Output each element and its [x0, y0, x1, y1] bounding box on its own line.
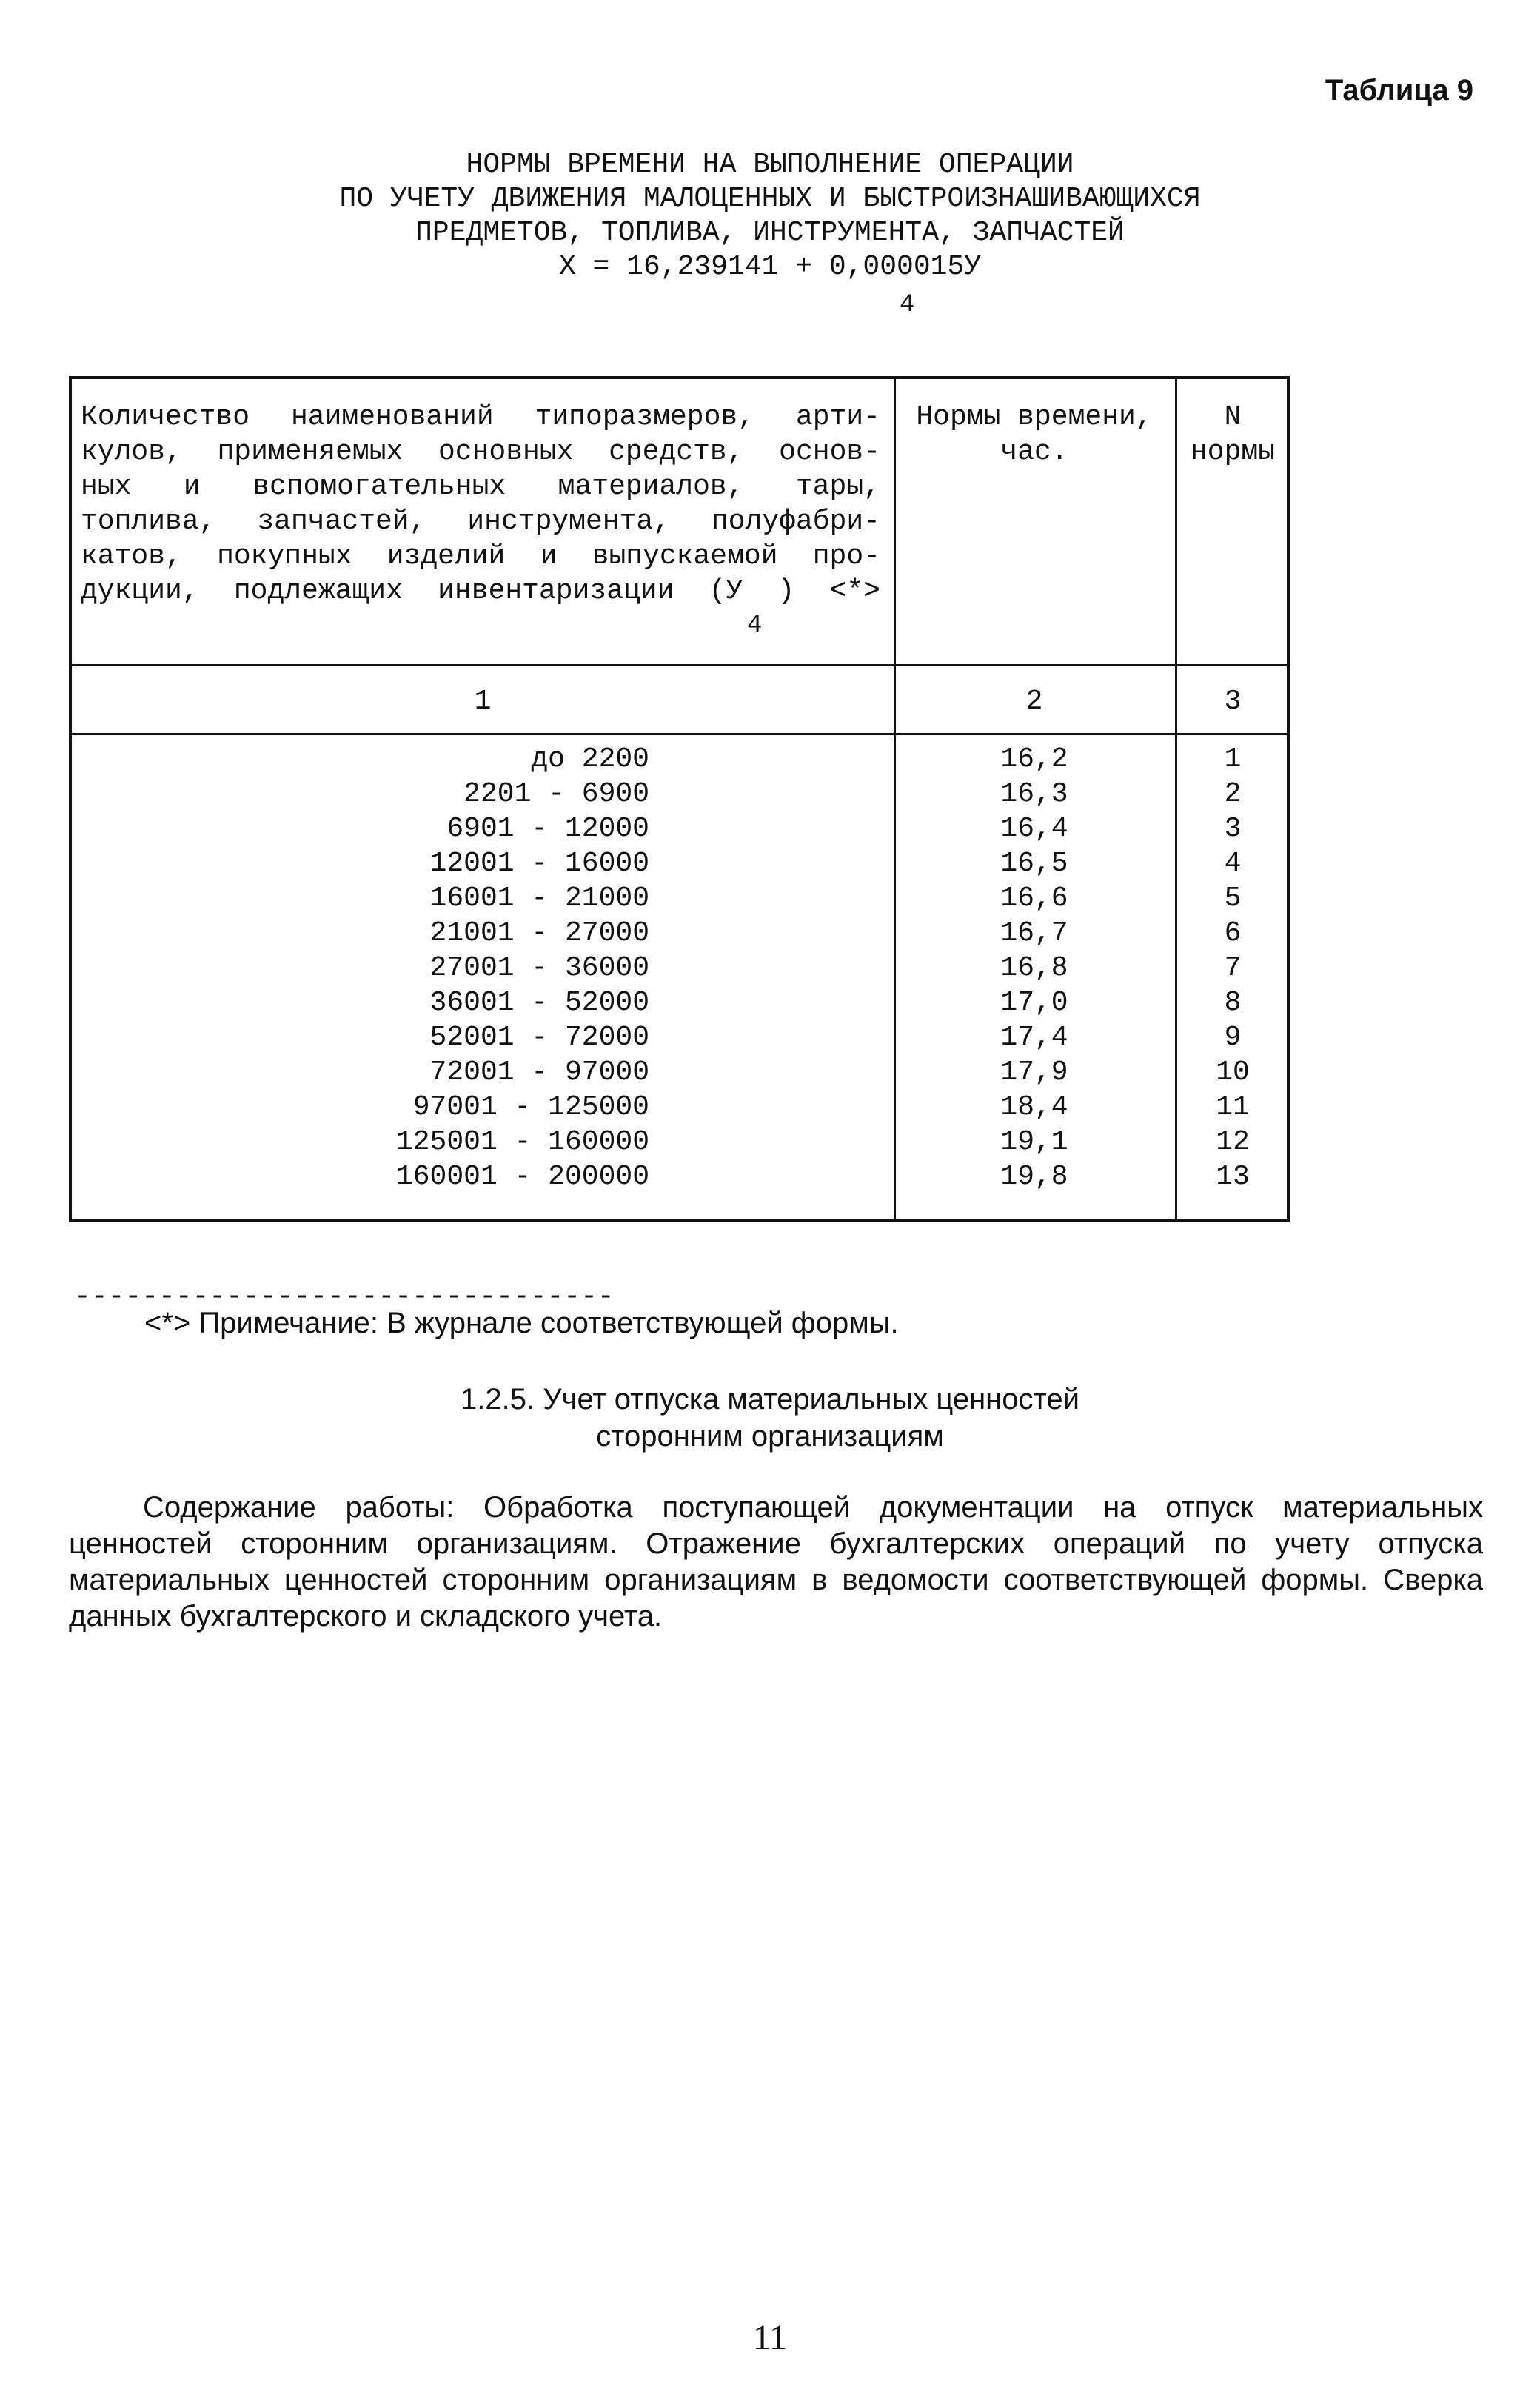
header-word: покупных — [217, 540, 352, 572]
number-cell: 13 — [1216, 1161, 1250, 1193]
norm-cell: 19,1 — [1000, 1126, 1068, 1158]
header-number-line-2: нормы — [1190, 436, 1276, 468]
header-word: про- — [812, 540, 880, 572]
section-title-line-2: сторонним организациям — [596, 1420, 944, 1453]
header-word: изделий — [386, 540, 506, 572]
norm-cell: 17,4 — [1000, 1022, 1068, 1054]
header-word: средств, — [609, 436, 744, 468]
footnote: <*> Примечание: В журнале соответствующей формы. — [144, 1307, 899, 1339]
title-line-2: ПО УЧЕТУ ДВИЖЕНИЯ МАЛОЦЕННЫХ И БЫСТРОИЗНАШИВАЮЩИХСЯ — [339, 183, 1201, 215]
number-cell: 2 — [1224, 778, 1242, 810]
header-quantity-line — [81, 469, 880, 504]
range-cell: 97001 - 125000 — [412, 1091, 649, 1123]
number-column — [1177, 742, 1288, 1194]
range-cell: 27001 - 36000 — [429, 952, 649, 984]
header-word: типоразмеров, — [535, 401, 755, 433]
header-word: и — [183, 471, 201, 503]
column-number-2: 2 — [1025, 686, 1043, 717]
column-number-1: 1 — [474, 686, 492, 717]
header-word: тары, — [795, 471, 880, 503]
number-cell: 7 — [1224, 952, 1242, 984]
header-word: материалов, — [558, 471, 744, 503]
title-line-3: ПРЕДМЕТОВ, ТОПЛИВА, ИНСТРУМЕНТА, ЗАПЧАСТЕЙ — [415, 217, 1125, 249]
header-quantity-line — [81, 504, 880, 539]
column-number-3: 3 — [1224, 686, 1242, 717]
title-line-1: НОРМЫ ВРЕМЕНИ НА ВЫПОЛНЕНИЕ ОПЕРАЦИИ — [466, 149, 1074, 181]
header-word: топлива, — [81, 506, 216, 538]
header-word: выпускаемой — [592, 540, 778, 572]
content-paragraph: Содержание работы: Обработка поступающей документации на отпуск материальных ценностей сторонним организациям. Отражение бухгалтерских операций по учету отпуска материальных ценностей сторонним организациям в ведомости соответствующей формы. Сверка данных бухгалтерского и складского учета. — [69, 1491, 1483, 1633]
range-cell: 72001 - 97000 — [429, 1056, 649, 1088]
range-cell: 52001 - 72000 — [429, 1022, 649, 1054]
title-formula: Х = 16,239141 + 0,000015У — [558, 251, 982, 283]
header-quantity-line — [81, 539, 880, 574]
header-word: катов, — [81, 540, 182, 572]
header-word: основных — [438, 436, 574, 468]
number-cell: 3 — [1224, 813, 1242, 845]
norm-cell: 17,0 — [1000, 987, 1068, 1019]
norm-cell: 16,3 — [1000, 778, 1068, 810]
range-column — [72, 742, 894, 1194]
header-norms-line-2: час. — [1000, 436, 1068, 468]
number-cell: 9 — [1224, 1022, 1242, 1054]
range-cell: 6901 - 12000 — [446, 813, 649, 845]
header-word: ) — [777, 575, 795, 607]
formula-subscript: 4 — [900, 291, 915, 319]
table-label: Таблица 9 — [1325, 74, 1473, 107]
number-cell: 10 — [1216, 1056, 1250, 1088]
header-word: запчастей, — [257, 506, 426, 538]
number-cell: 6 — [1224, 917, 1242, 949]
header-quantity-line — [81, 574, 880, 609]
number-cell: 1 — [1224, 743, 1242, 775]
norm-cell: 16,4 — [1000, 813, 1068, 845]
range-cell: 2201 - 6900 — [463, 778, 649, 810]
range-cell: 16001 - 21000 — [429, 883, 649, 914]
norm-column — [894, 742, 1175, 1194]
norm-cell: 19,8 — [1000, 1161, 1068, 1193]
header-word: <*> — [829, 575, 880, 607]
table-title — [0, 148, 1540, 284]
header-word: полуфабри- — [711, 506, 880, 538]
header-word: (У — [709, 575, 743, 607]
header-word: Количество — [81, 401, 250, 433]
number-cell: 4 — [1224, 848, 1242, 880]
header-word: кулов, — [81, 436, 182, 468]
number-cell: 12 — [1216, 1126, 1250, 1158]
header-norm-number — [1177, 400, 1288, 469]
header-word: ных — [81, 471, 132, 503]
header-word: и — [540, 540, 558, 572]
number-cell: 8 — [1224, 987, 1242, 1019]
range-cell: 21001 - 27000 — [429, 917, 649, 949]
number-cell: 11 — [1216, 1091, 1250, 1123]
norm-cell: 16,5 — [1000, 848, 1068, 880]
norms-table — [69, 376, 1290, 1222]
header-norms — [894, 400, 1175, 469]
section-title-line-1: 1.2.5. Учет отпуска материальных ценностей — [461, 1383, 1079, 1416]
norm-cell: 16,7 — [1000, 917, 1068, 949]
range-cell: до 2200 — [531, 743, 649, 775]
norm-cell: 18,4 — [1000, 1091, 1068, 1123]
range-cell: 160001 - 200000 — [395, 1161, 649, 1193]
header-word: вспомогательных — [252, 471, 506, 503]
page-number: 11 — [752, 2318, 788, 2357]
norm-cell: 16,2 — [1000, 743, 1068, 775]
norm-cell: 16,6 — [1000, 883, 1068, 914]
header-norms-line-1: Нормы времени, — [916, 401, 1153, 433]
header-word: основ- — [779, 436, 880, 468]
header-word: инвентаризации — [438, 575, 674, 607]
norm-cell: 17,9 — [1000, 1056, 1068, 1088]
header-subscript: 4 — [747, 612, 763, 640]
header-word: арти- — [795, 401, 880, 433]
section-title — [0, 1381, 1540, 1455]
range-cell: 125001 - 160000 — [395, 1126, 649, 1158]
header-quantity-line — [81, 400, 880, 435]
footnote-rule: -------------------------------- — [74, 1281, 615, 1313]
header-word: дукции, — [81, 575, 199, 607]
range-cell: 36001 - 52000 — [429, 987, 649, 1019]
header-word: применяемых — [217, 436, 404, 468]
header-word: инструмента, — [467, 506, 671, 538]
range-cell: 12001 - 16000 — [429, 848, 649, 880]
header-quantity-line — [81, 435, 880, 469]
number-cell: 5 — [1224, 883, 1242, 914]
norm-cell: 16,8 — [1000, 952, 1068, 984]
header-number-line-1: N — [1224, 401, 1242, 433]
header-word: наименований — [290, 401, 494, 433]
header-quantity — [72, 400, 903, 643]
header-word: подлежащих — [233, 575, 403, 607]
